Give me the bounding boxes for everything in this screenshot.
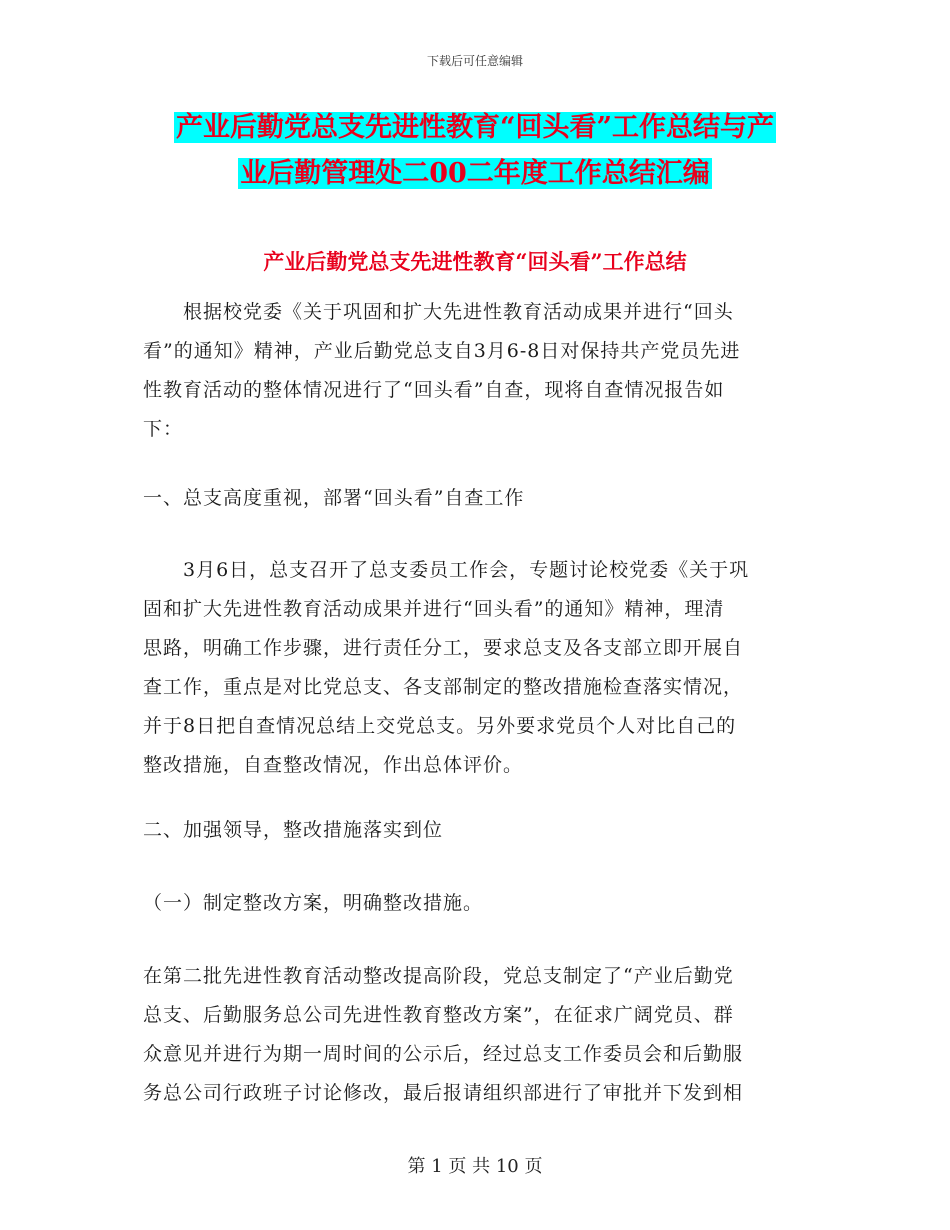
text-line: 整改措施，自查整改情况，作出总体评价。 (143, 754, 524, 776)
paragraph-1 (143, 293, 823, 449)
main-title-line1: 产业后勤党总支先进性教育“回头看”工作总结与产 (175, 112, 775, 143)
text-line: 下： (143, 418, 184, 440)
section-title: 产业后勤党总支先进性教育“回头看”工作总结 (263, 249, 687, 274)
heading-3: （一）制定整改方案，明确整改措施。 (143, 892, 484, 914)
text-line: 根据校党委《关于巩固和扩大先进性教育活动成果并进行“回头 (143, 301, 734, 323)
heading-2: 二、加强领导，整改措施落实到位 (143, 819, 444, 841)
text-line: 性教育活动的整体情况进行了“回头看”自查，现将自查情况报告如 (143, 379, 725, 401)
heading-1: 一、总支高度重视，部署“回头看”自查工作 (143, 487, 525, 509)
text-line: 看”的通知》精神，产业后勤党总支自3月6-8日对保持共产党员先进 (143, 340, 741, 362)
main-title-line2: 业后勤管理处二00二年度工作总结汇编 (240, 158, 710, 189)
text-line: 在第二批先进性教育活动整改提高阶段，党总支制定了“产业后勤党 (143, 965, 734, 987)
paragraph-2 (143, 551, 823, 785)
text-line: 并于8日把自查情况总结上交党总支。另外要求党员个人对比自己的 (143, 715, 737, 737)
text-line: 3月6日，总支召开了总支委员工作会，专题讨论校党委《关于巩 (143, 559, 750, 581)
text-line: 务总公司行政班子讨论修改，最后报请组织部进行了审批并下发到相 (143, 1082, 744, 1104)
page-footer: 第 1 页 共 10 页 (407, 1156, 543, 1177)
text-line: 固和扩大先进性教育活动成果并进行“回头看”的通知》精神，理清 (143, 598, 725, 620)
text-line: 总支、后勤服务总公司先进性教育整改方案”，在征求广阔党员、群 (143, 1004, 734, 1026)
header-note: 下载后可任意编辑 (426, 54, 523, 68)
text-line: 众意见并进行为期一周时间的公示后，经过总支工作委员会和后勤服 (143, 1043, 744, 1065)
text-line: 思路，明确工作步骤，进行责任分工，要求总支及各支部立即开展自 (143, 637, 744, 659)
text-line: 查工作，重点是对比党总支、各支部制定的整改措施检查落实情况， (143, 676, 744, 698)
paragraph-3 (143, 957, 823, 1113)
